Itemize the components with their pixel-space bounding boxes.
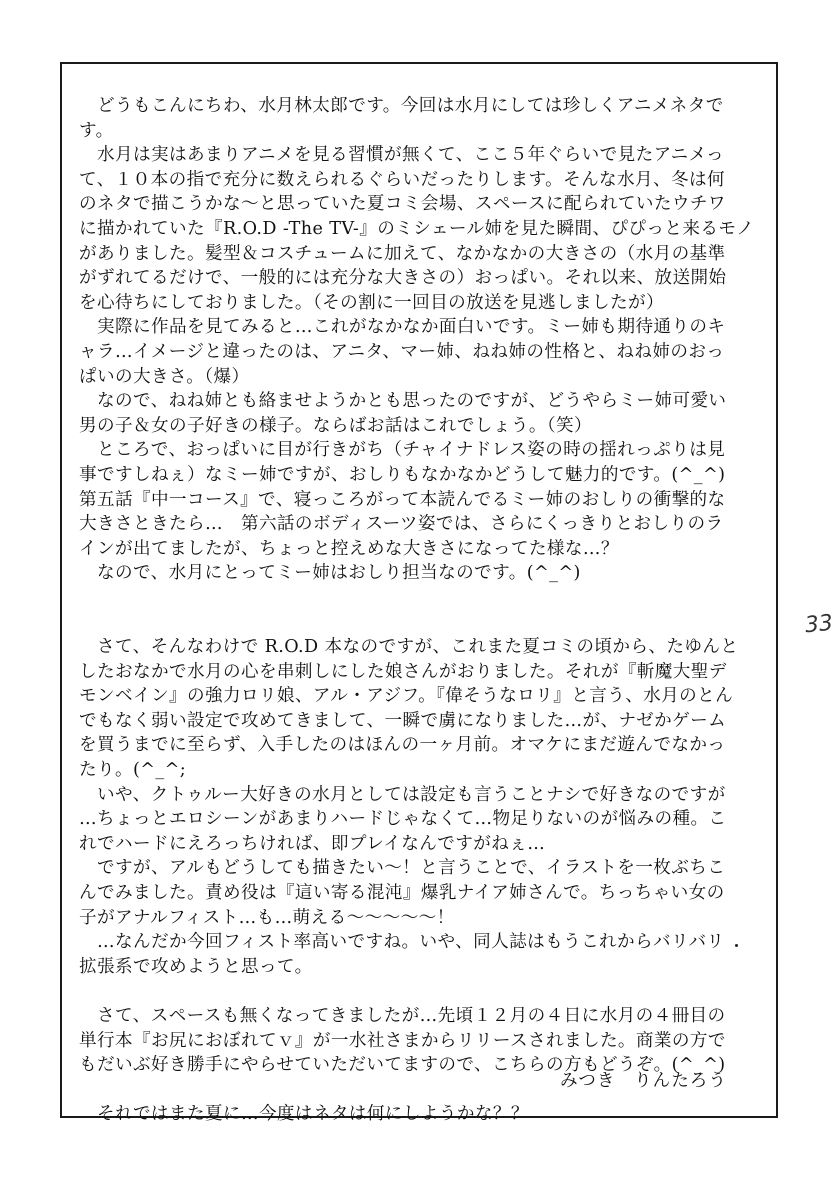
paragraph — [79, 561, 767, 586]
paragraph-gap — [79, 586, 767, 611]
text-line: なので、水月にとってミー姉はおしり担当なのです。(^_^) — [79, 563, 581, 584]
text-line: 実際に作品を見てみると…これがなかなか面白いです。ミー姉も期待通りのキ — [79, 317, 726, 338]
text-line: ャラ…イメージと違ったのは、アニタ、マー姉、ねね姉の性格と、ねね姉のおっ — [79, 341, 725, 362]
text-line: 水月は実はあまりアニメを見る習慣が無くて、ここ５年ぐらいで見たアニメっ — [79, 145, 724, 166]
text-line: モンベイン』の強力ロリ娘、アル・アジフ。『偉そうなロリ』と言う、水月のとん — [79, 686, 734, 707]
text-line: 事ですしねぇ）なミー姉ですが、おしりもなかなかどうして魅力的です。(^_^) — [79, 464, 726, 485]
text-line: 第五話『中一コース』で、寝っころがって本読んでるミー姉のおしりの衝撃的な — [79, 489, 726, 510]
text-line: 男の子＆女の子好きの様子。ならばお話はこれでしょう。（笑） — [79, 415, 593, 436]
paragraph-gap — [79, 979, 767, 1004]
paragraph — [79, 930, 767, 979]
text-line: したおなかで水月の心を串刺しにした娘さんがおりました。それが『斬魔大聖デ — [79, 661, 727, 682]
text-line: たり。(^_^; — [79, 760, 187, 781]
text-line: 拡張系で攻めようと思って。 — [79, 956, 313, 977]
text-line: いや、クトゥルー大好きの水月としては設定も言うことナシで好きなのですが — [79, 784, 726, 805]
text-line: …ちょっとエロシーンがあまりハードじゃなくて…物足りないのが悩みの種。こ — [79, 809, 727, 830]
text-line: がずれてるだけで、一般的には充分な大きさの）おっぱい。それ以来、放送開始 — [79, 268, 727, 289]
text-line: て、１０本の指で充分に数えられるぐらいだったりします。そんな水月、冬は何 — [79, 169, 726, 190]
paragraph-gap — [79, 610, 767, 635]
paragraph — [79, 389, 767, 438]
paragraph — [79, 94, 767, 143]
text-line: のネタで描こうかな〜と思っていた夏コミ会場、スペースに配られていたウチワ — [79, 194, 726, 215]
text-line: ところで、おっぱいに目が行きがち（チャイナドレス姿の時の揺れっぷりは見 — [79, 440, 726, 461]
text-line: れでハードにえろっちければ、即プレイなんですがねぇ… — [79, 833, 546, 854]
text-line: す。 — [79, 120, 114, 141]
text-line: んでみました。責め役は『這い寄る混沌』爆乳ナイア姉さんで。ちっちゃい女の — [79, 883, 725, 903]
text-line: ぱいの大きさ。（爆） — [79, 366, 250, 387]
paragraph — [79, 635, 767, 783]
text-line: 単行本『お尻におぼれてｖ』が一水社さまからリリースされました。商業の方で — [79, 1030, 726, 1051]
text-line: それではまた夏に…今度はネタは何にしようかな？？ — [79, 1104, 529, 1125]
text-line: を買うまでに至らず、入手したのはほんの一ヶ月前。オマケにまだ遊んでなかっ — [79, 735, 726, 756]
paragraph — [79, 315, 767, 389]
paragraph — [79, 143, 767, 315]
text-line: でもなく弱い設定で攻めてきまして、一瞬で虜になりました…が、ナゼかゲーム — [79, 710, 727, 731]
print-speck — [735, 944, 738, 947]
page-number: 33 — [803, 610, 835, 639]
paragraph — [79, 783, 767, 857]
text-line: インが出てましたが、ちょっと控えめな大きさになってた様な…？ — [79, 538, 619, 559]
text-line: 大きさときたら… 第六話のボディスーツ姿では、さらにくっきりとおしりのラ — [79, 514, 724, 535]
paragraph — [79, 856, 767, 930]
paragraph — [79, 438, 767, 561]
text-line: 子がアナルフィスト…も…萌える〜〜〜〜〜！ — [79, 907, 455, 928]
paragraph — [79, 1102, 767, 1127]
text-line: なので、ねね姉とも絡ませようかとも思ったのですが、どうやらミー姉可愛い — [79, 391, 727, 412]
text-line: に描かれていた『R.O.D -The TV-』のミシェール姉を見た瞬間、ぴぴっと来るモノ — [79, 218, 755, 239]
text-line: どうもこんにちわ、水月林太郎です。今回は水月にしては珍しくアニメネタで — [79, 96, 724, 116]
text-line: さて、スペースも無くなってきましたが…先頃１２月の４日に水月の４冊目の — [79, 1005, 726, 1026]
afterword-text — [79, 94, 767, 1127]
text-line: さて、そんなわけで R.O.D 本なのですが、これまた夏コミの頃から、たゆんと — [79, 637, 739, 658]
text-line: …なんだか今回フィスト率高いですね。いや、同人誌はもうこれからバリバリ — [79, 932, 725, 953]
text-line: を心待ちにしておりました。（その割に一回目の放送を見逃しましたが） — [79, 292, 664, 313]
author-signature: みつき りんたろう — [560, 1071, 727, 1091]
text-line: がありました。髪型＆コスチュームに加えて、なかなかの大きさの（水月の基準 — [79, 243, 726, 264]
text-line: もだいぶ好き勝手にやらせていただいてますので、こちらの方もどうぞ。(^_^) — [79, 1055, 726, 1076]
text-line: ですが、アルもどうしても描きたい〜！と言うことで、イラストを一枚ぶちこ — [79, 858, 726, 879]
